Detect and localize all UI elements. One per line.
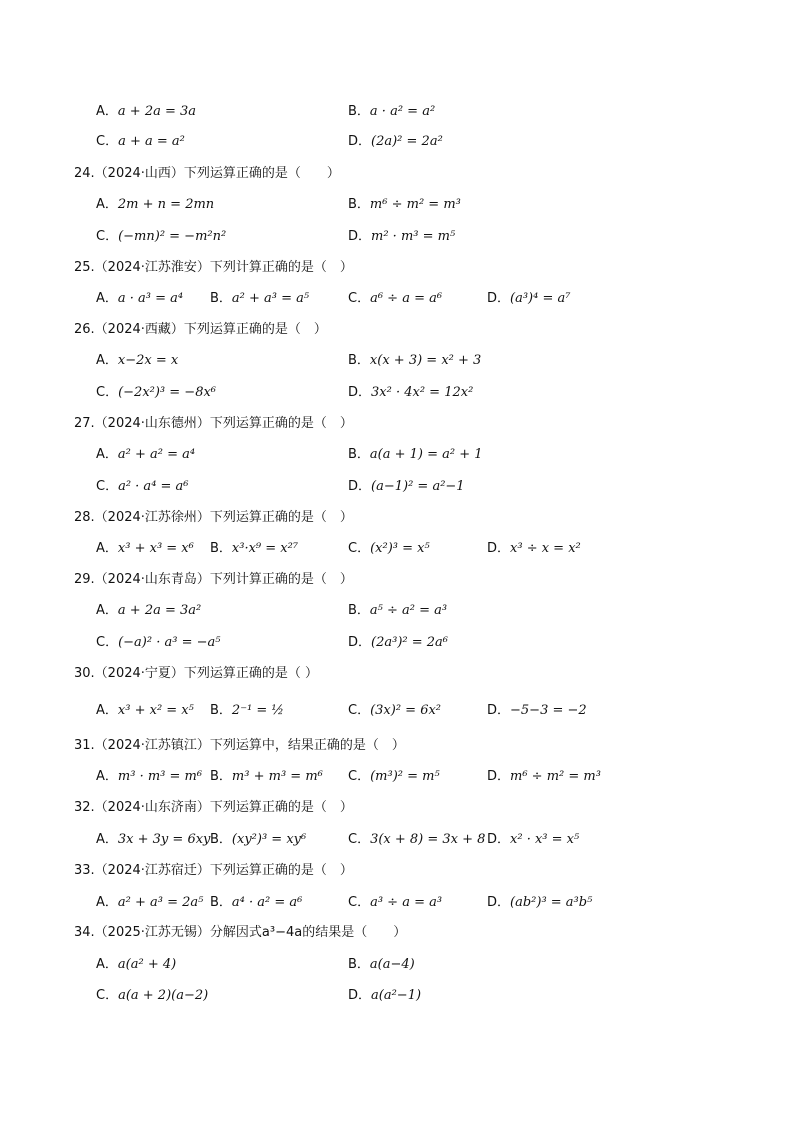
- option-a[interactable]: A．m³ · m³ = m⁶: [96, 769, 203, 784]
- option-c[interactable]: C．(x²)³ = x⁵: [348, 541, 430, 556]
- option-row: [0, 476, 794, 498]
- question-stem-33: 33.（2024·江苏宿迁）下列运算正确的是（ ）: [74, 863, 353, 878]
- option-c[interactable]: C．a² · a⁴ = a⁶: [96, 479, 189, 494]
- question-stem-29: 29.（2024·山东青岛）下列计算正确的是（ ）: [74, 572, 353, 587]
- option-row: [0, 101, 794, 123]
- option-row: [0, 600, 794, 622]
- option-d[interactable]: D．(a³)⁴ = a⁷: [487, 291, 571, 306]
- question-stem-30: 30.（2024·宁夏）下列运算正确的是（ ）: [74, 666, 319, 681]
- option-row: [0, 131, 794, 153]
- question-stem-28: 28.（2024·江苏徐州）下列运算正确的是（ ）: [74, 510, 353, 525]
- option-row: [0, 194, 794, 216]
- option-d[interactable]: D．x² · x³ = x⁵: [487, 832, 580, 847]
- option-c[interactable]: C．a³ ÷ a = a³: [348, 895, 443, 910]
- option-row: [0, 766, 794, 788]
- option-d[interactable]: D．m² · m³ = m⁵: [348, 229, 456, 244]
- option-c[interactable]: C．3(x + 8) = 3x + 8: [348, 832, 486, 847]
- option-b[interactable]: B．a⁴ · a² = a⁶: [210, 895, 303, 910]
- option-b[interactable]: B．2⁻¹ = ½: [210, 703, 285, 718]
- option-d[interactable]: D．m⁶ ÷ m² = m³: [487, 769, 601, 784]
- option-d[interactable]: D．(a−1)² = a²−1: [348, 479, 465, 494]
- option-a[interactable]: A．a(a² + 4): [96, 957, 177, 972]
- option-row: [0, 632, 794, 654]
- option-b[interactable]: B．a² + a³ = a⁵: [210, 291, 310, 306]
- option-b[interactable]: B．x³·x⁹ = x²⁷: [210, 541, 299, 556]
- option-c[interactable]: C．(−2x²)³ = −8x⁶: [96, 385, 217, 400]
- option-d[interactable]: D．x³ ÷ x = x²: [487, 541, 581, 556]
- option-row: [0, 382, 794, 404]
- option-row: [0, 226, 794, 248]
- option-d[interactable]: D．a(a²−1): [348, 988, 422, 1003]
- option-a[interactable]: A．x−2x = x: [96, 353, 179, 368]
- option-c[interactable]: C．a(a + 2)(a−2): [96, 988, 209, 1003]
- option-row: [0, 288, 794, 310]
- option-row: [0, 350, 794, 372]
- option-a[interactable]: A．x³ + x² = x⁵: [96, 703, 194, 718]
- question-stem-27: 27.（2024·山东德州）下列运算正确的是（ ）: [74, 416, 353, 431]
- option-b[interactable]: B．x(x + 3) = x² + 3: [348, 353, 482, 368]
- option-b[interactable]: B．a(a + 1) = a² + 1: [348, 447, 483, 462]
- option-d[interactable]: D．(2a)² = 2a²: [348, 134, 443, 149]
- option-row: [0, 538, 794, 560]
- option-a[interactable]: A．a · a³ = a⁴: [96, 291, 184, 306]
- option-d[interactable]: D．(ab²)³ = a³b⁵: [487, 895, 593, 910]
- option-b[interactable]: B．a(a−4): [348, 957, 415, 972]
- question-stem-32: 32.（2024·山东济南）下列运算正确的是（ ）: [74, 800, 353, 815]
- option-b[interactable]: B．a⁵ ÷ a² = a³: [348, 603, 448, 618]
- option-row: [0, 829, 794, 851]
- option-c[interactable]: C．(−mn)² = −m²n²: [96, 229, 227, 244]
- question-stem-34: 34.（2025·江苏无锡）分解因式a³−4a的结果是（ ）: [74, 925, 407, 940]
- option-row: [0, 700, 794, 722]
- option-d[interactable]: D．3x² · 4x² = 12x²: [348, 385, 474, 400]
- option-b[interactable]: B．a · a² = a²: [348, 104, 436, 119]
- option-b[interactable]: B．(xy²)³ = xy⁶: [210, 832, 307, 847]
- option-a[interactable]: A．a² + a³ = 2a⁵: [96, 895, 204, 910]
- option-c[interactable]: C．a + a = a²: [96, 134, 185, 149]
- option-c[interactable]: C．(m³)² = m⁵: [348, 769, 440, 784]
- option-d[interactable]: D．(2a³)² = 2a⁶: [348, 635, 448, 650]
- option-row: [0, 985, 794, 1007]
- option-a[interactable]: A．a² + a² = a⁴: [96, 447, 196, 462]
- option-a[interactable]: A．3x + 3y = 6xy: [96, 832, 211, 847]
- option-row: [0, 444, 794, 466]
- option-row: [0, 892, 794, 914]
- option-a[interactable]: A．x³ + x³ = x⁶: [96, 541, 194, 556]
- option-b[interactable]: B．m³ + m³ = m⁶: [210, 769, 323, 784]
- question-stem-31: 31.（2024·江苏镇江）下列运算中，结果正确的是（ ）: [74, 738, 405, 753]
- question-stem-25: 25.（2024·江苏淮安）下列计算正确的是（ ）: [74, 260, 353, 275]
- option-d[interactable]: D．−5−3 = −2: [487, 703, 587, 718]
- option-c[interactable]: C．a⁶ ÷ a = a⁶: [348, 291, 443, 306]
- option-a[interactable]: A．a + 2a = 3a: [96, 104, 197, 119]
- option-c[interactable]: C．(3x)² = 6x²: [348, 703, 442, 718]
- option-b[interactable]: B．m⁶ ÷ m² = m³: [348, 197, 461, 212]
- question-stem-26: 26.（2024·西藏）下列运算正确的是（ ）: [74, 322, 327, 337]
- question-stem-24: 24.（2024·山西）下列运算正确的是（ ）: [74, 166, 340, 181]
- option-a[interactable]: A．a + 2a = 3a²: [96, 603, 202, 618]
- option-row: [0, 954, 794, 976]
- option-c[interactable]: C．(−a)² · a³ = −a⁵: [96, 635, 221, 650]
- option-a[interactable]: A．2m + n = 2mn: [96, 197, 215, 212]
